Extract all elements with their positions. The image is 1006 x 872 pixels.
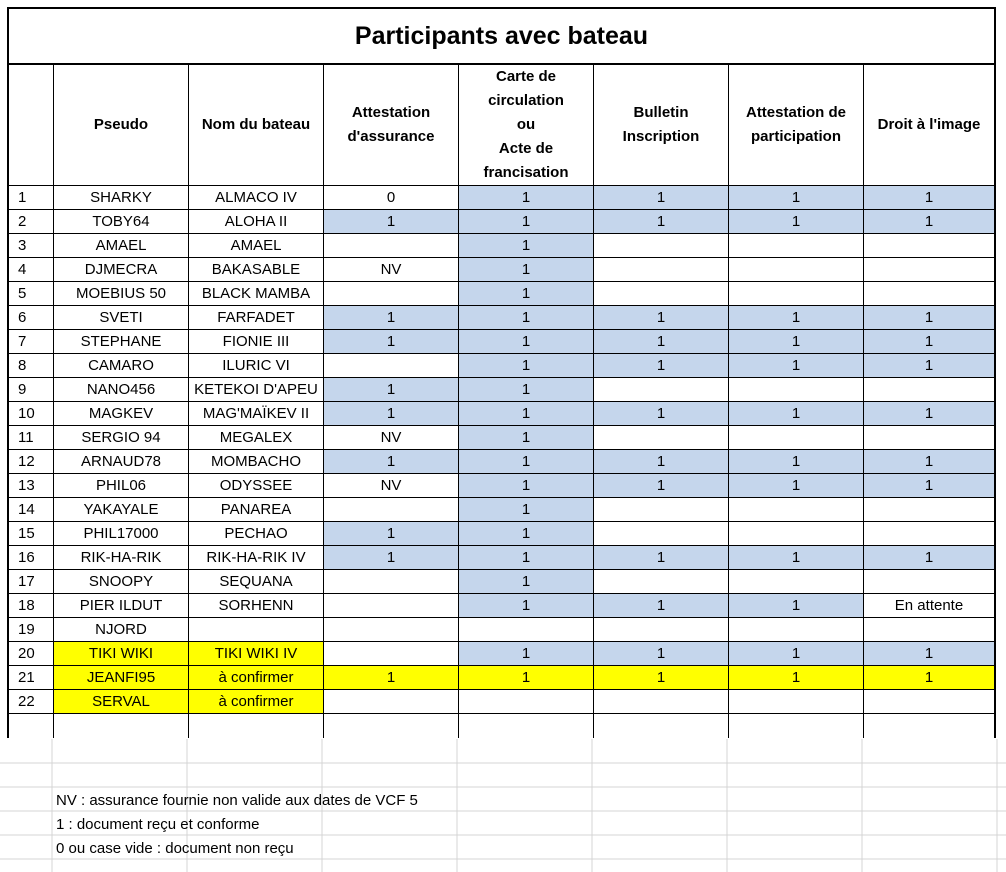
cell-image-rights[interactable]	[864, 282, 994, 306]
cell-insurance[interactable]	[324, 594, 459, 618]
cell-registration-form[interactable]: 1	[594, 306, 729, 330]
cell-row-number[interactable]	[9, 714, 54, 738]
column-header-label	[202, 113, 310, 137]
cell-row-number[interactable]: 13	[9, 474, 54, 498]
header-label-line: Attestation de	[745, 104, 846, 121]
header-label-line: Inscription	[622, 128, 700, 145]
cell-insurance[interactable]	[324, 690, 459, 714]
cell-registration-form[interactable]: 1	[594, 594, 729, 618]
cell-circulation-card[interactable]: 1	[459, 258, 594, 282]
cell-image-rights[interactable]	[864, 714, 994, 738]
cell-boat-name[interactable]: MAG'MAÏKEV II	[189, 402, 324, 426]
cell-image-rights[interactable]	[864, 522, 994, 546]
cell-image-rights[interactable]: 1	[864, 474, 994, 498]
header-label-line: francisation	[483, 164, 569, 181]
cell-row-number[interactable]: 8	[9, 354, 54, 378]
cell-participation[interactable]	[729, 618, 864, 642]
cell-insurance[interactable]: 0	[324, 186, 459, 210]
cell-registration-form[interactable]	[594, 498, 729, 522]
cell-circulation-card[interactable]: 1	[459, 642, 594, 666]
cell-insurance[interactable]: 1	[324, 402, 459, 426]
cell-circulation-card[interactable]: 1	[459, 474, 594, 498]
cell-row-number[interactable]: 19	[9, 618, 54, 642]
cell-participation[interactable]: 1	[729, 330, 864, 354]
cell-pseudo[interactable]: YAKAYALE	[54, 498, 189, 522]
cell-boat-name[interactable]: AMAEL	[189, 234, 324, 258]
cell-registration-form[interactable]: 1	[594, 642, 729, 666]
cell-insurance[interactable]	[324, 282, 459, 306]
cell-pseudo[interactable]: PHIL06	[54, 474, 189, 498]
cell-registration-form[interactable]: 1	[594, 186, 729, 210]
cell-row-number[interactable]: 21	[9, 666, 54, 690]
cell-image-rights[interactable]	[864, 258, 994, 282]
cell-boat-name[interactable]: MEGALEX	[189, 426, 324, 450]
cell-participation[interactable]	[729, 426, 864, 450]
cell-participation[interactable]: 1	[729, 402, 864, 426]
legend-note-nv: NV : assurance fournie non valide aux dates de VCF 5	[56, 792, 418, 809]
column-header-label	[746, 101, 846, 149]
cell-insurance[interactable]: NV	[324, 474, 459, 498]
cell-registration-form[interactable]	[594, 234, 729, 258]
cell-circulation-card[interactable]: 1	[459, 594, 594, 618]
column-header-boat-name	[189, 65, 324, 186]
cell-pseudo[interactable]: SERVAL	[54, 690, 189, 714]
cell-circulation-card[interactable]: 1	[459, 186, 594, 210]
cell-circulation-card[interactable]: 1	[459, 546, 594, 570]
cell-row-number[interactable]: 2	[9, 210, 54, 234]
header-label-line: Bulletin	[633, 104, 689, 121]
cell-row-number[interactable]: 20	[9, 642, 54, 666]
cell-boat-name[interactable]: à confirmer	[189, 666, 324, 690]
cell-participation[interactable]	[729, 714, 864, 738]
cell-participation[interactable]	[729, 234, 864, 258]
cell-boat-name[interactable]: PANAREA	[189, 498, 324, 522]
cell-image-rights[interactable]: 1	[864, 354, 994, 378]
cell-boat-name[interactable]: RIK-HA-RIK IV	[189, 546, 324, 570]
cell-registration-form[interactable]: 1	[594, 210, 729, 234]
cell-participation[interactable]	[729, 498, 864, 522]
cell-insurance[interactable]	[324, 618, 459, 642]
cell-pseudo[interactable]: STEPHANE	[54, 330, 189, 354]
cell-boat-name[interactable]: ALOHA II	[189, 210, 324, 234]
cell-pseudo[interactable]: MAGKEV	[54, 402, 189, 426]
header-label-line: Nom du bateau	[201, 116, 311, 133]
cell-pseudo[interactable]: SNOOPY	[54, 570, 189, 594]
cell-circulation-card[interactable]: 1	[459, 402, 594, 426]
cell-boat-name[interactable]: PECHAO	[189, 522, 324, 546]
header-label-line: Pseudo	[93, 116, 149, 133]
cell-pseudo[interactable]: NJORD	[54, 618, 189, 642]
cell-participation[interactable]: 1	[729, 642, 864, 666]
cell-participation[interactable]: 1	[729, 354, 864, 378]
cell-boat-name[interactable]: FARFADET	[189, 306, 324, 330]
column-header-label	[483, 65, 568, 185]
cell-circulation-card[interactable]: 1	[459, 282, 594, 306]
cell-circulation-card[interactable]	[459, 714, 594, 738]
cell-circulation-card[interactable]: 1	[459, 210, 594, 234]
cell-participation[interactable]: 1	[729, 546, 864, 570]
cell-row-number[interactable]: 16	[9, 546, 54, 570]
header-label-line: participation	[750, 128, 841, 145]
cell-circulation-card[interactable]: 1	[459, 570, 594, 594]
cell-image-rights[interactable]: 1	[864, 210, 994, 234]
cell-insurance[interactable]: 1	[324, 210, 459, 234]
cell-boat-name[interactable]: ILURIC VI	[189, 354, 324, 378]
cell-image-rights[interactable]	[864, 570, 994, 594]
cell-circulation-card[interactable]: 1	[459, 234, 594, 258]
cell-pseudo[interactable]: MOEBIUS 50	[54, 282, 189, 306]
cell-boat-name[interactable]: BLACK MAMBA	[189, 282, 324, 306]
cell-participation[interactable]: 1	[729, 186, 864, 210]
cell-image-rights[interactable]: En attente	[864, 594, 994, 618]
column-header-label	[94, 113, 148, 137]
cell-registration-form[interactable]: 1	[594, 354, 729, 378]
cell-boat-name[interactable]: BAKASABLE	[189, 258, 324, 282]
cell-row-number[interactable]: 12	[9, 450, 54, 474]
cell-registration-form[interactable]: 1	[594, 450, 729, 474]
cell-pseudo[interactable]: DJMECRA	[54, 258, 189, 282]
cell-participation[interactable]	[729, 690, 864, 714]
cell-insurance[interactable]: 1	[324, 450, 459, 474]
cell-circulation-card[interactable]: 1	[459, 666, 594, 690]
cell-row-number[interactable]: 15	[9, 522, 54, 546]
cell-registration-form[interactable]	[594, 522, 729, 546]
cell-registration-form[interactable]	[594, 258, 729, 282]
cell-registration-form[interactable]: 1	[594, 666, 729, 690]
cell-insurance[interactable]	[324, 234, 459, 258]
cell-insurance[interactable]	[324, 642, 459, 666]
cell-boat-name[interactable]: KETEKOI D'APEU	[189, 378, 324, 402]
cell-registration-form[interactable]	[594, 570, 729, 594]
cell-circulation-card[interactable]: 1	[459, 306, 594, 330]
header-label-line: Carte de	[495, 68, 557, 85]
cell-registration-form[interactable]	[594, 714, 729, 738]
cell-image-rights[interactable]	[864, 378, 994, 402]
cell-pseudo[interactable]: CAMARO	[54, 354, 189, 378]
cell-participation[interactable]	[729, 522, 864, 546]
cell-registration-form[interactable]	[594, 690, 729, 714]
cell-pseudo[interactable]: TOBY64	[54, 210, 189, 234]
cell-boat-name[interactable]: SEQUANA	[189, 570, 324, 594]
cell-participation[interactable]: 1	[729, 666, 864, 690]
cell-image-rights[interactable]: 1	[864, 642, 994, 666]
cell-row-number[interactable]: 14	[9, 498, 54, 522]
cell-image-rights[interactable]: 1	[864, 546, 994, 570]
cell-boat-name[interactable]: à confirmer	[189, 690, 324, 714]
cell-registration-form[interactable]: 1	[594, 546, 729, 570]
cell-registration-form[interactable]	[594, 618, 729, 642]
cell-image-rights[interactable]: 1	[864, 330, 994, 354]
cell-boat-name[interactable]: ALMACO IV	[189, 186, 324, 210]
column-header-row-number	[9, 65, 54, 186]
header-label-line: Droit à l'image	[877, 116, 981, 133]
cell-boat-name[interactable]: FIONIE III	[189, 330, 324, 354]
cell-image-rights[interactable]	[864, 498, 994, 522]
cell-row-number[interactable]: 4	[9, 258, 54, 282]
cell-pseudo[interactable]: PIER ILDUT	[54, 594, 189, 618]
cell-circulation-card[interactable]	[459, 618, 594, 642]
cell-participation[interactable]: 1	[729, 474, 864, 498]
cell-participation[interactable]	[729, 378, 864, 402]
cell-registration-form[interactable]	[594, 282, 729, 306]
cell-insurance[interactable]: 1	[324, 378, 459, 402]
legend-note-missing: 0 ou case vide : document non reçu	[56, 840, 294, 857]
cell-circulation-card[interactable]: 1	[459, 354, 594, 378]
cell-boat-name[interactable]	[189, 714, 324, 738]
cell-image-rights[interactable]	[864, 426, 994, 450]
cell-image-rights[interactable]	[864, 618, 994, 642]
cell-insurance[interactable]	[324, 498, 459, 522]
cell-pseudo[interactable]: TIKI WIKI	[54, 642, 189, 666]
cell-pseudo[interactable]: NANO456	[54, 378, 189, 402]
cell-insurance[interactable]: NV	[324, 258, 459, 282]
cell-insurance[interactable]: 1	[324, 666, 459, 690]
legend-note-received: 1 : document reçu et conforme	[56, 816, 260, 833]
cell-image-rights[interactable]	[864, 234, 994, 258]
cell-row-number[interactable]: 9	[9, 378, 54, 402]
cell-row-number[interactable]: 5	[9, 282, 54, 306]
cell-registration-form[interactable]: 1	[594, 330, 729, 354]
cell-row-number[interactable]: 3	[9, 234, 54, 258]
cell-circulation-card[interactable]: 1	[459, 522, 594, 546]
cell-image-rights[interactable]: 1	[864, 186, 994, 210]
column-header-label	[878, 113, 981, 137]
cell-pseudo[interactable]	[54, 714, 189, 738]
cell-participation[interactable]: 1	[729, 210, 864, 234]
cell-participation[interactable]: 1	[729, 450, 864, 474]
column-header-registration-form	[594, 65, 729, 186]
cell-insurance[interactable]: 1	[324, 330, 459, 354]
cell-participation[interactable]: 1	[729, 594, 864, 618]
cell-pseudo[interactable]: PHIL17000	[54, 522, 189, 546]
column-header-insurance	[324, 65, 459, 186]
column-header-participation	[729, 65, 864, 186]
table-title: Participants avec bateau	[9, 9, 994, 65]
cell-image-rights[interactable]: 1	[864, 666, 994, 690]
cell-insurance[interactable]: NV	[324, 426, 459, 450]
cell-boat-name[interactable]: SORHENN	[189, 594, 324, 618]
cell-pseudo[interactable]: SERGIO 94	[54, 426, 189, 450]
cell-circulation-card[interactable]: 1	[459, 450, 594, 474]
cell-circulation-card[interactable]: 1	[459, 378, 594, 402]
cell-row-number[interactable]: 10	[9, 402, 54, 426]
cell-row-number[interactable]: 17	[9, 570, 54, 594]
cell-insurance[interactable]	[324, 354, 459, 378]
cell-boat-name[interactable]	[189, 618, 324, 642]
cell-pseudo[interactable]: AMAEL	[54, 234, 189, 258]
header-label-line: d'assurance	[347, 128, 435, 145]
cell-insurance[interactable]	[324, 714, 459, 738]
column-header-pseudo	[54, 65, 189, 186]
cell-participation[interactable]	[729, 282, 864, 306]
header-label-line: circulation	[488, 92, 564, 109]
cell-registration-form[interactable]	[594, 378, 729, 402]
cell-pseudo[interactable]: SVETI	[54, 306, 189, 330]
cell-boat-name[interactable]: ODYSSEE	[189, 474, 324, 498]
cell-row-number[interactable]: 22	[9, 690, 54, 714]
cell-circulation-card[interactable]	[459, 690, 594, 714]
cell-insurance[interactable]: 1	[324, 522, 459, 546]
header-label-line: ou	[516, 116, 536, 133]
cell-image-rights[interactable]: 1	[864, 402, 994, 426]
cell-circulation-card[interactable]: 1	[459, 330, 594, 354]
cell-pseudo[interactable]: JEANFI95	[54, 666, 189, 690]
column-header-label	[623, 101, 700, 149]
cell-row-number[interactable]: 1	[9, 186, 54, 210]
column-header-image-rights	[864, 65, 994, 186]
cell-registration-form[interactable]: 1	[594, 474, 729, 498]
cell-insurance[interactable]: 1	[324, 546, 459, 570]
column-header-label	[348, 101, 435, 149]
cell-image-rights[interactable]: 1	[864, 450, 994, 474]
cell-insurance[interactable]: 1	[324, 306, 459, 330]
cell-circulation-card[interactable]: 1	[459, 426, 594, 450]
cell-circulation-card[interactable]: 1	[459, 498, 594, 522]
header-label-line: Acte de	[498, 140, 554, 157]
cell-insurance[interactable]	[324, 570, 459, 594]
participants-table	[7, 7, 996, 738]
cell-image-rights[interactable]: 1	[864, 306, 994, 330]
cell-registration-form[interactable]	[594, 426, 729, 450]
cell-participation[interactable]: 1	[729, 306, 864, 330]
cell-row-number[interactable]: 18	[9, 594, 54, 618]
cell-registration-form[interactable]: 1	[594, 402, 729, 426]
cell-pseudo[interactable]: ARNAUD78	[54, 450, 189, 474]
cell-boat-name[interactable]: TIKI WIKI IV	[189, 642, 324, 666]
cell-boat-name[interactable]: MOMBACHO	[189, 450, 324, 474]
cell-image-rights[interactable]	[864, 690, 994, 714]
cell-pseudo[interactable]: SHARKY	[54, 186, 189, 210]
cell-pseudo[interactable]: RIK-HA-RIK	[54, 546, 189, 570]
column-header-circulation-card	[459, 65, 594, 186]
cell-row-number[interactable]: 11	[9, 426, 54, 450]
header-label-line: Attestation	[351, 104, 431, 121]
cell-participation[interactable]	[729, 258, 864, 282]
cell-row-number[interactable]: 7	[9, 330, 54, 354]
cell-row-number[interactable]: 6	[9, 306, 54, 330]
cell-participation[interactable]	[729, 570, 864, 594]
